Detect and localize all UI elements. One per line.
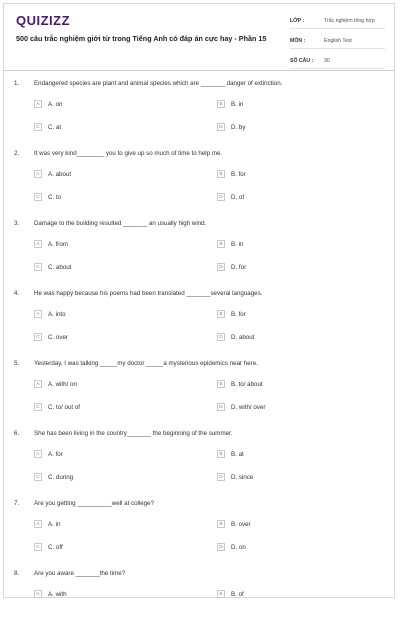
option-text: B. to/ about (231, 380, 263, 388)
option-b[interactable] (217, 449, 244, 459)
option-letter-box: C (34, 543, 42, 551)
question-item (0, 140, 400, 210)
meta-row-question-count (290, 53, 385, 69)
question-item (0, 420, 400, 490)
question-item (0, 280, 400, 350)
question-text: Yesterday, I was talking _____my doctor _____a mysterious epidemics near here. (34, 360, 258, 367)
option-letter-box: C (34, 123, 42, 131)
meta-label: MÔN : (290, 37, 306, 44)
question-number: 4. (14, 290, 20, 297)
option-a[interactable] (34, 169, 71, 179)
option-text: B. for (231, 310, 246, 318)
option-a[interactable] (34, 379, 77, 389)
option-letter-box: B (217, 100, 225, 108)
option-text: A. on (48, 100, 63, 108)
option-c[interactable] (34, 542, 63, 552)
meta-row-subject (290, 33, 385, 49)
option-c[interactable] (34, 262, 71, 272)
option-letter-box: B (217, 590, 225, 598)
question-number: 1. (14, 80, 20, 87)
question-number: 6. (14, 430, 20, 437)
meta-value: English Test (324, 37, 352, 44)
option-text: C. during (48, 473, 74, 481)
option-text: D. with/ over (231, 403, 266, 411)
worksheet-header (0, 0, 400, 70)
option-letter-box: A (34, 450, 42, 458)
option-a[interactable] (34, 589, 67, 599)
question-text: Damage to the building resulted _______ an usually high wind. (34, 220, 207, 227)
question-text: Endangered species are plant and animal species which are _______ danger of extinction. (34, 80, 283, 87)
option-letter-box: C (34, 263, 42, 271)
option-letter-box: D (217, 193, 225, 201)
option-letter-box: C (34, 473, 42, 481)
option-d[interactable] (217, 542, 246, 552)
option-text: D. about (231, 333, 255, 341)
option-letter-box: A (34, 100, 42, 108)
option-letter-box: A (34, 590, 42, 598)
question-item (0, 490, 400, 560)
meta-label: SỐ CÂU : (290, 57, 314, 64)
option-text: A. in (48, 520, 61, 528)
option-letter-box: D (217, 333, 225, 341)
option-a[interactable] (34, 309, 66, 319)
option-b[interactable] (217, 589, 244, 599)
option-text: C. over (48, 333, 68, 341)
option-a[interactable] (34, 449, 63, 459)
option-d[interactable] (217, 332, 254, 342)
question-number: 3. (14, 220, 20, 227)
option-text: B. of (231, 590, 244, 598)
option-c[interactable] (34, 122, 61, 132)
option-letter-box: B (217, 520, 225, 528)
option-letter-box: A (34, 170, 42, 178)
quizizz-logo: QUIZIZZ (16, 13, 71, 28)
option-text: D. since (231, 473, 254, 481)
option-c[interactable] (34, 472, 73, 482)
option-a[interactable] (34, 99, 62, 109)
option-letter-box: A (34, 380, 42, 388)
option-d[interactable] (217, 122, 245, 132)
option-text: B. at (231, 450, 244, 458)
option-text: A. from (48, 240, 68, 248)
option-text: C. to/ out of (48, 403, 80, 411)
option-c[interactable] (34, 332, 68, 342)
option-letter-box: B (217, 310, 225, 318)
option-letter-box: C (34, 193, 42, 201)
option-b[interactable] (217, 309, 246, 319)
meta-value: Trắc nghiệm tổng hợp (324, 17, 375, 24)
option-text: A. about (48, 170, 72, 178)
question-item (0, 350, 400, 420)
option-letter-box: B (217, 240, 225, 248)
option-b[interactable] (217, 379, 263, 389)
option-letter-box: A (34, 310, 42, 318)
option-text: C. off (48, 543, 63, 551)
worksheet-meta (290, 13, 385, 73)
option-text: D. by (231, 123, 246, 131)
option-text: C. about (48, 263, 72, 271)
question-number: 7. (14, 500, 20, 507)
option-letter-box: D (217, 403, 225, 411)
option-letter-box: D (217, 123, 225, 131)
option-c[interactable] (34, 192, 61, 202)
option-text: A. for (48, 450, 63, 458)
option-text: D. on (231, 543, 246, 551)
option-d[interactable] (217, 192, 244, 202)
option-letter-box: B (217, 450, 225, 458)
option-letter-box: A (34, 240, 42, 248)
question-text: It was very kind________ you to give up so much of time to help me. (34, 150, 223, 157)
question-number: 8. (14, 570, 20, 577)
option-b[interactable] (217, 239, 243, 249)
option-b[interactable] (217, 519, 251, 529)
worksheet-title: 500 câu trắc nghiệm giới từ trong Tiếng Anh có đáp án cực hay - Phần 15 (16, 34, 267, 43)
option-text: B. in (231, 100, 244, 108)
option-letter-box: B (217, 170, 225, 178)
option-b[interactable] (217, 169, 246, 179)
option-a[interactable] (34, 519, 60, 529)
meta-label: LỚP : (290, 17, 305, 24)
option-letter-box: D (217, 263, 225, 271)
question-item (0, 210, 400, 280)
option-text: D. of (231, 193, 245, 201)
question-text: Are you getting __________well at college? (34, 500, 155, 507)
option-text: C. to (48, 193, 62, 201)
question-text: Are you aware _______the time? (34, 570, 126, 577)
question-text: She has been living in the country_______ the beginning of the summer. (34, 430, 233, 437)
option-letter-box: C (34, 403, 42, 411)
question-item (0, 560, 400, 630)
meta-row-class (290, 13, 385, 29)
option-letter-box: B (217, 380, 225, 388)
option-b[interactable] (217, 99, 243, 109)
option-d[interactable] (217, 262, 246, 272)
option-letter-box: D (217, 473, 225, 481)
option-text: B. over (231, 520, 251, 528)
option-d[interactable] (217, 472, 253, 482)
question-item (0, 70, 400, 140)
option-d[interactable] (217, 402, 265, 412)
option-letter-box: C (34, 333, 42, 341)
option-text: A. into (48, 310, 66, 318)
option-letter-box: D (217, 543, 225, 551)
question-number: 5. (14, 360, 20, 367)
option-text: B. in (231, 240, 244, 248)
question-text: He was happy because his poems had been translated _______several languages. (34, 290, 263, 297)
option-text: A. with (48, 590, 67, 598)
option-letter-box: A (34, 520, 42, 528)
option-text: B. for (231, 170, 246, 178)
question-number: 2. (14, 150, 20, 157)
meta-value: 30 (324, 57, 330, 64)
option-a[interactable] (34, 239, 68, 249)
option-c[interactable] (34, 402, 80, 412)
option-text: A. with/ on (48, 380, 77, 388)
option-text: D. for (231, 263, 247, 271)
option-text: C. at (48, 123, 62, 131)
